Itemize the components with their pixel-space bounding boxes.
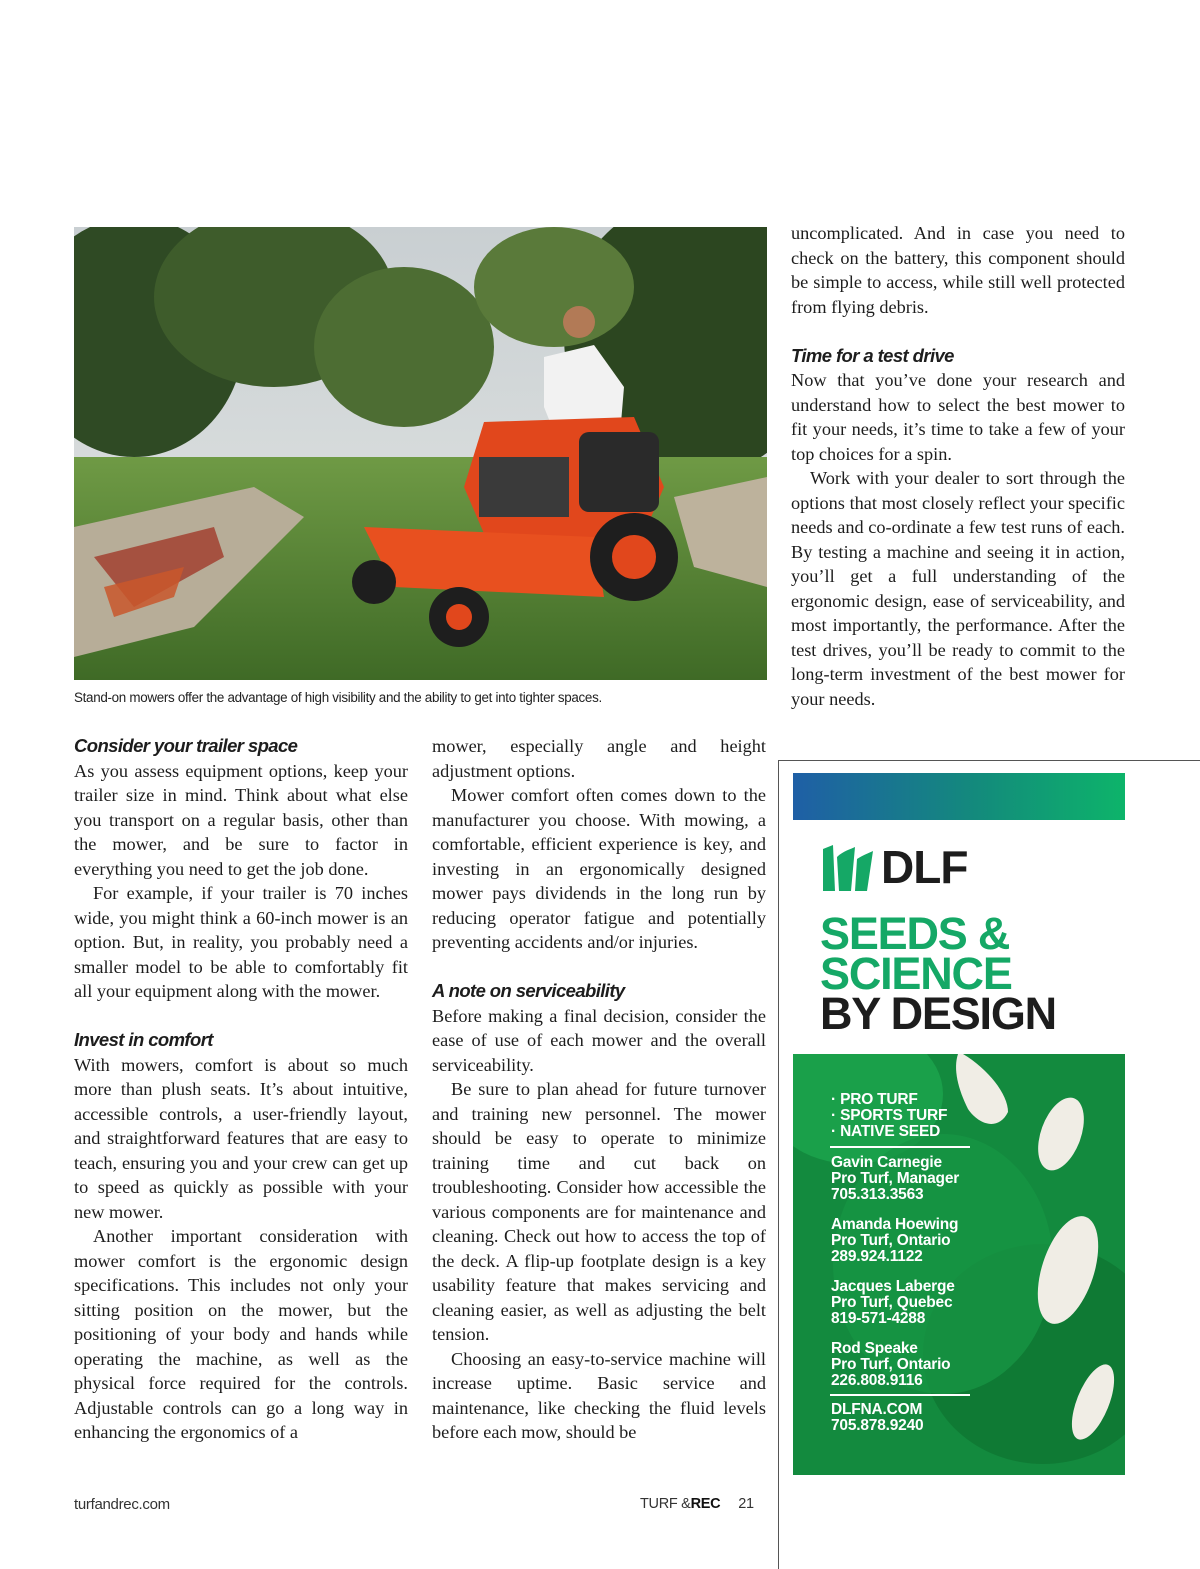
page-number: 21 (738, 1496, 754, 1512)
stand-on-mower-photo-icon (74, 227, 767, 680)
ad-gradient-bar (793, 773, 1125, 820)
paragraph: mower, especially angle and height adjustment options. (432, 736, 766, 781)
ad-website-link[interactable]: DLFNA.COM (831, 1401, 923, 1418)
article-column-1 (74, 734, 408, 1445)
paragraph: Be sure to plan ahead for future turnover and training new personnel. The mower should be easy to operate to minimize training time and cut back on troubleshooting. Consider how accessible the various components are for maintenance and cleaning. Check out how to access the top of the deck. A flip-up footplate design is a key usability feature that makes servicing and cleaning easier, as well as adjusting the belt tension. (432, 1079, 766, 1344)
ad-frame-divider (778, 760, 1200, 761)
ad-website-block (831, 1402, 991, 1434)
paragraph: Now that you’ve done your research and understand how to select the best mower to fit your needs, it’s time to take a few of your top choices for a spin. (791, 370, 1125, 464)
footer-masthead (640, 1496, 754, 1512)
ad-contact (831, 1279, 991, 1328)
paragraph: As you assess equipment options, keep your trailer size in mind. Think about what else you transport on a regular basis, other than the mower, and be sure to factor in everything you need to get the job done. (74, 760, 408, 879)
contact-name: Amanda Hoewing (831, 1216, 959, 1233)
footer-mag-rec: REC (690, 1496, 721, 1512)
article-column-2 (432, 734, 766, 1445)
contact-role: Pro Turf, Quebec (831, 1294, 953, 1312)
contact-phone[interactable]: 705.313.3563 (831, 1186, 924, 1204)
ad-contact-panel[interactable] (793, 1054, 1125, 1475)
paragraph: For example, if your trailer is 70 inches wide, you might think a 60-inch mower is an option. But, in reality, you probably need a smaller model to be able to comfortably fit all your equipment along with the mower. (74, 883, 408, 1001)
contact-role: Pro Turf, Ontario (831, 1356, 951, 1374)
ad-contact (831, 1155, 991, 1204)
ad-headline-line-2: SCIENCE (820, 948, 1012, 999)
ad-rule-divider (830, 1394, 970, 1396)
ad-bullet: · PRO TURF (831, 1091, 918, 1108)
heading-serviceability: A note on serviceability (432, 980, 625, 1001)
ad-frame-divider (778, 760, 779, 1569)
ad-main-phone[interactable]: 705.878.9240 (831, 1417, 924, 1435)
contact-role: Pro Turf, Manager (831, 1170, 960, 1188)
contact-name: Gavin Carnegie (831, 1154, 942, 1171)
contact-phone[interactable]: 289.924.1122 (831, 1248, 923, 1266)
paragraph: Choosing an easy-to-service machine will increase uptime. Basic service and maintenance, like checking the fluid levels before each mow, should be (432, 1348, 766, 1442)
contact-role: Pro Turf, Ontario (831, 1232, 951, 1250)
paragraph: With mowers, comfort is about so much more than plush seats. It’s about intuitive, accessible controls, a user-friendly layout, and straightforward features that are easy to teach, ensuring you and your crew can get up to speed as quickly as possible with your new mower. (74, 1054, 408, 1222)
paragraph: Mower comfort often comes down to the manufacturer you choose. With mowing, a comfortable, efficient experience is key, and investing in an ergonomically designed mower pays dividends in the long run by reducing operator fatigue and potentially preventing accidents and/or injuries. (432, 785, 766, 952)
ad-contact (831, 1341, 991, 1390)
ad-bullet-list (831, 1092, 991, 1141)
ad-contact (831, 1217, 991, 1266)
ad-bullet: · NATIVE SEED (831, 1123, 941, 1141)
footer-mag-turf: TURF & (640, 1496, 691, 1512)
contact-name: Jacques Laberge (831, 1278, 955, 1295)
contact-name: Rod Speake (831, 1340, 918, 1357)
ad-headline-line-3: BY DESIGN (820, 988, 1056, 1039)
ad-headline-line-1: SEEDS & (820, 908, 1010, 959)
heading-test-drive: Time for a test drive (791, 344, 954, 366)
paragraph: Work with your dealer to sort through the options that most closely reflect your specific needs and co-ordinate a few test runs of each. By testing a machine and seeing it in action, you’ll get a full understanding of the ergonomic design, ease of serviceability, and most importantly, the performance. After the test drives, you’ll be ready to commit to the long-term investment of the best mower for your needs. (791, 468, 1125, 709)
ad-bullet: · SPORTS TURF (831, 1107, 948, 1125)
heading-trailer-space: Consider your trailer space (74, 735, 298, 756)
photo-caption: Stand-on mowers offer the advantage of high visibility and the ability to get into tighter spaces. (74, 690, 602, 705)
ad-rule-divider (830, 1146, 970, 1148)
heading-invest-comfort: Invest in comfort (74, 1029, 213, 1050)
mower-photo (74, 227, 767, 680)
footer-site-url[interactable]: turfandrec.com (74, 1496, 170, 1513)
contact-phone[interactable]: 226.808.9116 (831, 1372, 923, 1390)
dlf-leaf-logo-icon (821, 845, 873, 891)
paragraph: uncomplicated. And in case you need to check on the battery, this component should be simple to access, while still well protected from flying debris. (791, 223, 1125, 317)
paragraph: Another important consideration with mower comfort is the ergonomic design specifications. This includes not only your sitting position on the mower, but the positioning of your body and hands while operating the machine, as well as the physical force required for the controls. Adjustable controls can go a long way in enhancing the ergonomics of a (74, 1226, 408, 1442)
dlf-brand-name: DLF (881, 841, 968, 893)
paragraph: Before making a final decision, consider the ease of use of each mower and the overall serviceability. (432, 1005, 766, 1075)
article-column-3 (791, 221, 1125, 711)
contact-phone[interactable]: 819-571-4288 (831, 1310, 926, 1328)
